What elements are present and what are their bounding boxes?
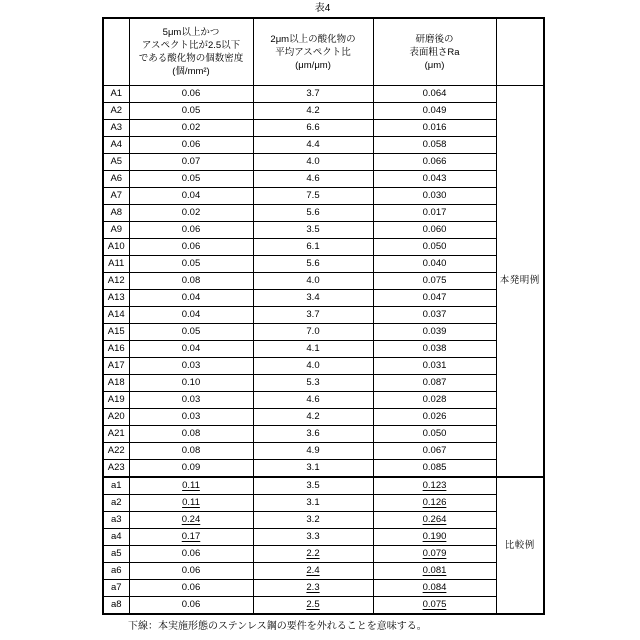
density-cell: 0.11 (129, 495, 253, 512)
category-cell: 比較例 (496, 477, 544, 614)
density-cell: 0.06 (129, 597, 253, 615)
header-row (103, 18, 544, 86)
header-oxide-density: 5μm以上かつ アスペクト比が2.5以下 である酸化物の個数密度 (個/mm²) (129, 18, 253, 86)
row-label: A8 (103, 205, 129, 222)
aspect-cell: 2.4 (253, 563, 373, 580)
roughness-cell: 0.084 (373, 580, 496, 597)
density-cell: 0.08 (129, 426, 253, 443)
roughness-cell: 0.050 (373, 426, 496, 443)
table-row (103, 580, 544, 597)
roughness-cell: 0.064 (373, 86, 496, 103)
row-label: A21 (103, 426, 129, 443)
row-label: a5 (103, 546, 129, 563)
roughness-cell: 0.081 (373, 563, 496, 580)
row-label: A7 (103, 188, 129, 205)
density-cell: 0.06 (129, 86, 253, 103)
row-label: A9 (103, 222, 129, 239)
table-row (103, 273, 544, 290)
table-row (103, 563, 544, 580)
aspect-cell: 3.7 (253, 307, 373, 324)
aspect-cell: 2.2 (253, 546, 373, 563)
aspect-cell: 3.7 (253, 86, 373, 103)
table-row (103, 307, 544, 324)
density-cell: 0.05 (129, 171, 253, 188)
roughness-cell: 0.049 (373, 103, 496, 120)
aspect-cell: 4.1 (253, 341, 373, 358)
roughness-cell: 0.016 (373, 120, 496, 137)
roughness-cell: 0.058 (373, 137, 496, 154)
aspect-cell: 2.5 (253, 597, 373, 615)
table-row (103, 171, 544, 188)
row-label: a1 (103, 477, 129, 495)
density-cell: 0.04 (129, 188, 253, 205)
aspect-cell: 3.3 (253, 529, 373, 546)
roughness-cell: 0.264 (373, 512, 496, 529)
roughness-cell: 0.126 (373, 495, 496, 512)
header-category (496, 18, 544, 86)
density-cell: 0.02 (129, 120, 253, 137)
table-row (103, 324, 544, 341)
roughness-cell: 0.047 (373, 290, 496, 307)
header-surface-roughness: 研磨後の 表面粗さRa (μm) (373, 18, 496, 86)
roughness-cell: 0.040 (373, 256, 496, 273)
table-row (103, 154, 544, 171)
density-cell: 0.07 (129, 154, 253, 171)
table-row (103, 256, 544, 273)
aspect-cell: 3.1 (253, 495, 373, 512)
row-label: A10 (103, 239, 129, 256)
aspect-cell: 3.1 (253, 460, 373, 478)
roughness-cell: 0.087 (373, 375, 496, 392)
roughness-cell: 0.067 (373, 443, 496, 460)
aspect-cell: 6.6 (253, 120, 373, 137)
density-cell: 0.06 (129, 546, 253, 563)
aspect-cell: 7.0 (253, 324, 373, 341)
table-caption: 表4 (314, 3, 331, 14)
table-row (103, 120, 544, 137)
row-label: A1 (103, 86, 129, 103)
density-cell: 0.05 (129, 324, 253, 341)
roughness-cell: 0.066 (373, 154, 496, 171)
row-label: A6 (103, 171, 129, 188)
density-cell: 0.04 (129, 307, 253, 324)
row-label: A16 (103, 341, 129, 358)
roughness-cell: 0.075 (373, 273, 496, 290)
density-cell: 0.08 (129, 273, 253, 290)
footnote: 下線：本実施形態のステンレス鋼の要件を外れることを意味する。 (128, 621, 427, 632)
roughness-cell: 0.031 (373, 358, 496, 375)
table-row (103, 495, 544, 512)
density-cell: 0.03 (129, 392, 253, 409)
aspect-cell: 4.2 (253, 103, 373, 120)
aspect-cell: 4.9 (253, 443, 373, 460)
row-label: A20 (103, 409, 129, 426)
density-cell: 0.06 (129, 563, 253, 580)
table-row (103, 188, 544, 205)
table-row (103, 375, 544, 392)
row-label: a6 (103, 563, 129, 580)
row-label: A23 (103, 460, 129, 478)
aspect-cell: 4.2 (253, 409, 373, 426)
aspect-cell: 2.3 (253, 580, 373, 597)
data-table (102, 17, 545, 615)
table-row (103, 358, 544, 375)
category-cell: 本発明例 (496, 86, 544, 478)
row-label: A19 (103, 392, 129, 409)
density-cell: 0.17 (129, 529, 253, 546)
row-label: A22 (103, 443, 129, 460)
row-label: A11 (103, 256, 129, 273)
roughness-cell: 0.026 (373, 409, 496, 426)
roughness-cell: 0.085 (373, 460, 496, 478)
table-row (103, 341, 544, 358)
row-label: A13 (103, 290, 129, 307)
density-cell: 0.04 (129, 290, 253, 307)
row-label: A17 (103, 358, 129, 375)
roughness-cell: 0.075 (373, 597, 496, 615)
table-row (103, 290, 544, 307)
table-row (103, 103, 544, 120)
density-cell: 0.06 (129, 137, 253, 154)
header-aspect-ratio: 2μm以上の酸化物の 平均アスペクト比 (μm/μm) (253, 18, 373, 86)
density-cell: 0.09 (129, 460, 253, 478)
roughness-cell: 0.043 (373, 171, 496, 188)
row-label: a2 (103, 495, 129, 512)
row-label: A2 (103, 103, 129, 120)
aspect-cell: 3.5 (253, 222, 373, 239)
row-label: A5 (103, 154, 129, 171)
table-body (103, 86, 544, 615)
aspect-cell: 6.1 (253, 239, 373, 256)
table-row (103, 222, 544, 239)
row-label: A18 (103, 375, 129, 392)
density-cell: 0.05 (129, 256, 253, 273)
roughness-cell: 0.123 (373, 477, 496, 495)
row-label: A15 (103, 324, 129, 341)
density-cell: 0.08 (129, 443, 253, 460)
table-row (103, 460, 544, 478)
aspect-cell: 3.4 (253, 290, 373, 307)
density-cell: 0.03 (129, 409, 253, 426)
table-row (103, 597, 544, 615)
roughness-cell: 0.038 (373, 341, 496, 358)
row-label: a8 (103, 597, 129, 615)
roughness-cell: 0.190 (373, 529, 496, 546)
density-cell: 0.11 (129, 477, 253, 495)
row-label: A3 (103, 120, 129, 137)
table-row (103, 239, 544, 256)
density-cell: 0.05 (129, 103, 253, 120)
table-row (103, 546, 544, 563)
row-label: a7 (103, 580, 129, 597)
roughness-cell: 0.017 (373, 205, 496, 222)
aspect-cell: 3.6 (253, 426, 373, 443)
table-row (103, 529, 544, 546)
table-row (103, 392, 544, 409)
density-cell: 0.04 (129, 341, 253, 358)
aspect-cell: 7.5 (253, 188, 373, 205)
aspect-cell: 3.2 (253, 512, 373, 529)
table-row (103, 205, 544, 222)
table-row (103, 512, 544, 529)
density-cell: 0.06 (129, 239, 253, 256)
table-row (103, 137, 544, 154)
corner-cell (103, 18, 129, 86)
table-row (103, 426, 544, 443)
roughness-cell: 0.039 (373, 324, 496, 341)
density-cell: 0.02 (129, 205, 253, 222)
aspect-cell: 4.4 (253, 137, 373, 154)
aspect-cell: 4.6 (253, 392, 373, 409)
roughness-cell: 0.060 (373, 222, 496, 239)
row-label: A12 (103, 273, 129, 290)
roughness-cell: 0.030 (373, 188, 496, 205)
table-row (103, 409, 544, 426)
roughness-cell: 0.050 (373, 239, 496, 256)
table-row (103, 86, 544, 103)
row-label: A14 (103, 307, 129, 324)
aspect-cell: 4.0 (253, 154, 373, 171)
roughness-cell: 0.037 (373, 307, 496, 324)
table-row (103, 477, 544, 495)
aspect-cell: 4.0 (253, 358, 373, 375)
roughness-cell: 0.079 (373, 546, 496, 563)
density-cell: 0.06 (129, 580, 253, 597)
aspect-cell: 5.6 (253, 205, 373, 222)
aspect-cell: 4.0 (253, 273, 373, 290)
roughness-cell: 0.028 (373, 392, 496, 409)
density-cell: 0.06 (129, 222, 253, 239)
table-row (103, 443, 544, 460)
density-cell: 0.03 (129, 358, 253, 375)
density-cell: 0.10 (129, 375, 253, 392)
density-cell: 0.24 (129, 512, 253, 529)
aspect-cell: 4.6 (253, 171, 373, 188)
row-label: a3 (103, 512, 129, 529)
row-label: A4 (103, 137, 129, 154)
aspect-cell: 5.3 (253, 375, 373, 392)
row-label: a4 (103, 529, 129, 546)
aspect-cell: 5.6 (253, 256, 373, 273)
aspect-cell: 3.5 (253, 477, 373, 495)
